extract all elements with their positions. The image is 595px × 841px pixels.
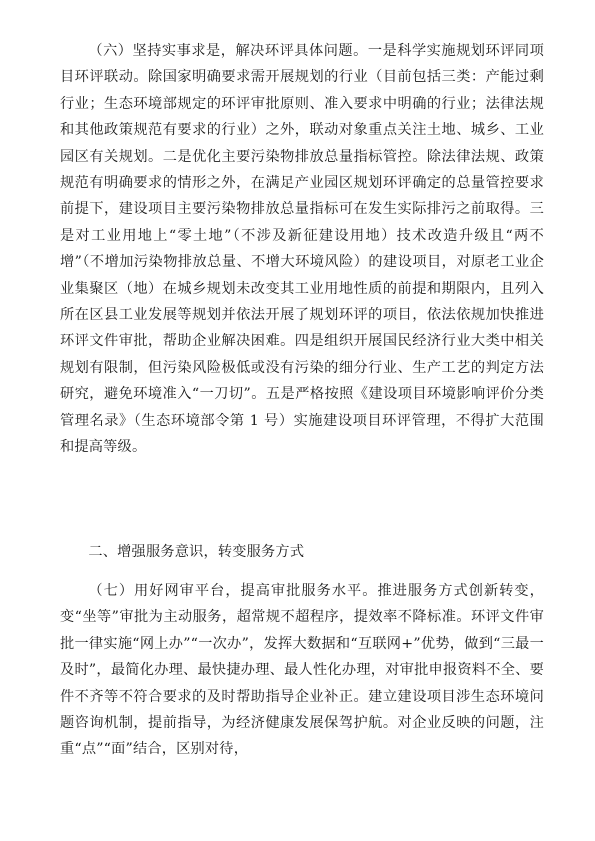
paragraph-seven: （七）用好网审平台，提高审批服务水平。推进服务方式创新转变，变“坐等”审批为主动服务，超常规不超程序，提效率不降标准。环评文件审批一律实施“网上办”“一次办”，发挥大数据和“互联网+”优势，做到“三最一及时”，最简化办理、最快捷办理、最人性化办理，对审批申报资料不全、要件不齐等不符合要求的及时帮助指导企业补正。建立建设项目涉生态环境问题咨询机制，提前指导，为经济健康发展保驾护航。对企业反映的问题，注重“点”“面”结合，区别对待， [60, 583, 544, 758]
section-heading-two: 二、增强服务意识，转变服务方式 [88, 544, 305, 560]
paragraph-six: （六）坚持实事求是，解决环评具体问题。一是科学实施规划环评同项目环评联动。除国家明确要求需开展规划的行业（目前包括三类：产能过剩行业；生态环境部规定的环评审批原则、准入要求中明确的行业；法律法规和其他政策规范有要求的行业）之外，联动对象重点关注土地、城乡、工业园区有关规划。二是优化主要污染物排放总量指标管控。除法律法规、政策规范有明确要求的情形之外，在满足产业园区规划环评确定的总量管控要求前提下，建设项目主要污染物排放总量指标可在发生实际排污之前取得。三是对工业用地上“零土地”（不涉及新征建设用地）技术改造升级且“两不增”（不增加污染物排放总量、不增大环境风险）的建设项目，对原老工业企业集聚区（地）在城乡规划未改变其工业用地性质的前提和期限内，且列入所在区县工业发展等规划并依法开展了规划环评的项目，依法依规加快推进环评文件审批，帮助企业解决困难。四是组织开展国民经济行业大类中相关规划有限制，但污染风险极低或没有污染的细分行业、生产工艺的判定方法研究，避免环境准入“一刀切”。五是严格按照《建设项目环境影响评价分类管理名录》（生态环境部令第 1 号）实施建设项目环评管理，不得扩大范围和提高等级。 [60, 43, 544, 456]
